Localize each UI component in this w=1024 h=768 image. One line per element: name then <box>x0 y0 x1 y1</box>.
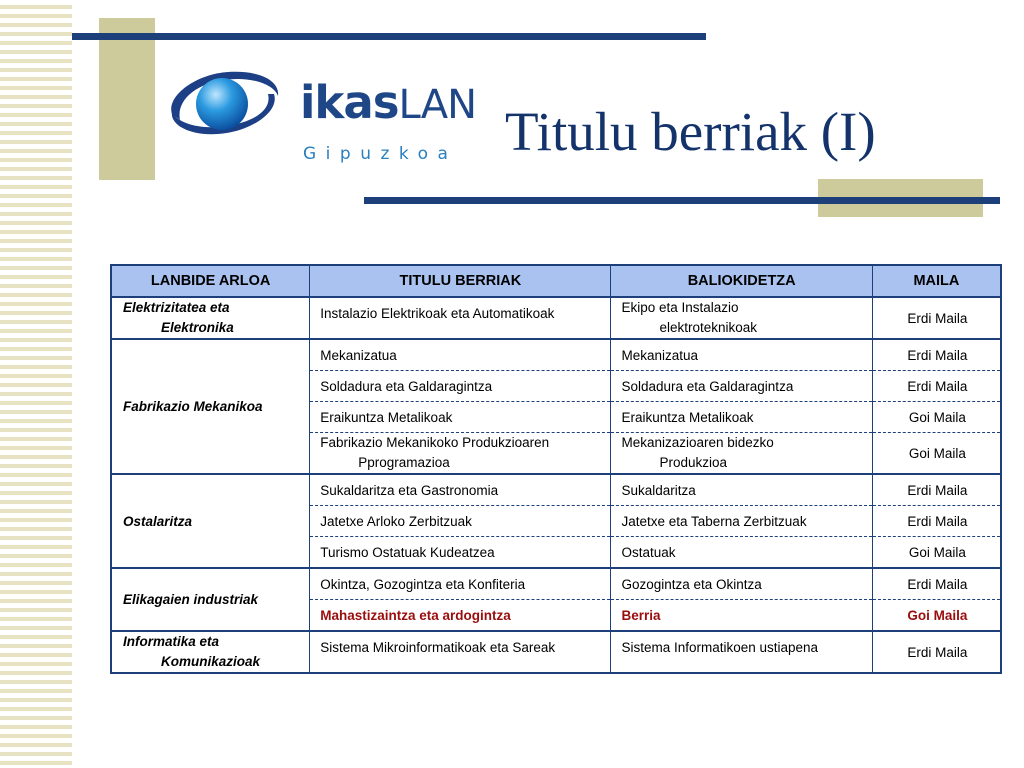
titulu-cell: Sukaldaritza eta Gastronomia <box>310 474 611 506</box>
baliokidetza-cell: Berria <box>611 600 872 632</box>
baliokidetza-cell: Sukaldaritza <box>611 474 872 506</box>
area-label: Elektronika <box>161 320 234 335</box>
area-cell <box>111 631 310 673</box>
titulu-cell: Soldadura eta Galdaragintza <box>310 371 611 402</box>
slide-title: Titulu berriak (I) <box>505 101 876 162</box>
baliokidetza-cell: Soldadura eta Galdaragintza <box>611 371 872 402</box>
globe-logo-icon <box>166 68 282 138</box>
area-label: Informatika eta <box>123 634 220 649</box>
baliokidetza-cell: Jatetxe eta Taberna Zerbitzuak <box>611 506 872 537</box>
area-cell: Ostalaritza <box>111 474 310 568</box>
maila-cell: Erdi Maila <box>872 371 1001 402</box>
cell-text: Fabrikazio Mekanikoko Produkzioaren <box>320 435 550 450</box>
maila-cell: Goi Maila <box>872 433 1001 475</box>
maila-cell: Goi Maila <box>872 600 1001 632</box>
area-cell: Fabrikazio Mekanikoa <box>111 339 310 474</box>
striped-side-band <box>0 0 72 768</box>
logo-subtitle: Gipuzkoa <box>303 144 458 164</box>
cell-text: Instalazio Elektrikoak eta Automatikoak <box>320 306 555 321</box>
ikaslan-logo <box>166 66 476 166</box>
logo-wordmark <box>300 78 476 130</box>
cell-text: Pprogramazioa <box>358 455 450 470</box>
logo-word-bold: ikas <box>300 76 399 129</box>
cell-text: Ekipo eta Instalazio <box>621 300 739 315</box>
column-header: MAILA <box>872 265 1001 297</box>
area-label: Elektrizitatea eta <box>123 300 230 315</box>
cell-text: Sistema Informatikoen ustiapena <box>621 640 819 655</box>
cell-text: elektroteknikoak <box>659 320 758 335</box>
maila-cell: Erdi Maila <box>872 297 1001 339</box>
area-cell: Elikagaien industriak <box>111 568 310 631</box>
table-row <box>111 568 1001 600</box>
titulu-cell: Jatetxe Arloko Zerbitzuak <box>310 506 611 537</box>
baliokidetza-cell: Eraikuntza Metalikoak <box>611 402 872 433</box>
table-row <box>111 631 1001 673</box>
maila-cell: Erdi Maila <box>872 339 1001 371</box>
decor-bar-top <box>72 33 706 40</box>
decor-square-left <box>99 18 155 180</box>
baliokidetza-cell <box>611 297 872 339</box>
table-header-row <box>111 265 1001 297</box>
baliokidetza-cell <box>611 631 872 673</box>
maila-cell: Erdi Maila <box>872 474 1001 506</box>
baliokidetza-cell <box>611 433 872 475</box>
column-header: BALIOKIDETZA <box>611 265 872 297</box>
maila-cell: Goi Maila <box>872 402 1001 433</box>
maila-cell: Erdi Maila <box>872 568 1001 600</box>
decor-bar-bottom <box>364 197 1000 204</box>
baliokidetza-cell: Gozogintza eta Okintza <box>611 568 872 600</box>
maila-cell: Erdi Maila <box>872 631 1001 673</box>
cell-text: Produkzioa <box>659 455 727 470</box>
baliokidetza-cell: Mekanizatua <box>611 339 872 371</box>
area-label: Komunikazioak <box>161 654 261 669</box>
titulu-cell: Okintza, Gozogintza eta Konfiteria <box>310 568 611 600</box>
cell-text: Sistema Mikroinformatikoak eta Sareak <box>320 640 556 655</box>
table-row <box>111 474 1001 506</box>
titulu-cell: Mekanizatua <box>310 339 611 371</box>
titulu-cell: Turismo Ostatuak Kudeatzea <box>310 537 611 569</box>
maila-cell: Goi Maila <box>872 537 1001 569</box>
baliokidetza-cell: Ostatuak <box>611 537 872 569</box>
column-header: LANBIDE ARLOA <box>111 265 310 297</box>
area-cell <box>111 297 310 339</box>
logo-word-light: LAN <box>398 82 477 128</box>
titulu-cell: Mahastizaintza eta ardogintza <box>310 600 611 632</box>
titulu-cell: Eraikuntza Metalikoak <box>310 402 611 433</box>
column-header: TITULU BERRIAK <box>310 265 611 297</box>
cell-text: Mekanizazioaren bidezko <box>621 435 774 450</box>
titulu-cell <box>310 297 611 339</box>
titulu-cell <box>310 433 611 475</box>
titles-table <box>110 264 1002 674</box>
table-row <box>111 297 1001 339</box>
titulu-cell <box>310 631 611 673</box>
maila-cell: Erdi Maila <box>872 506 1001 537</box>
table-row <box>111 339 1001 371</box>
